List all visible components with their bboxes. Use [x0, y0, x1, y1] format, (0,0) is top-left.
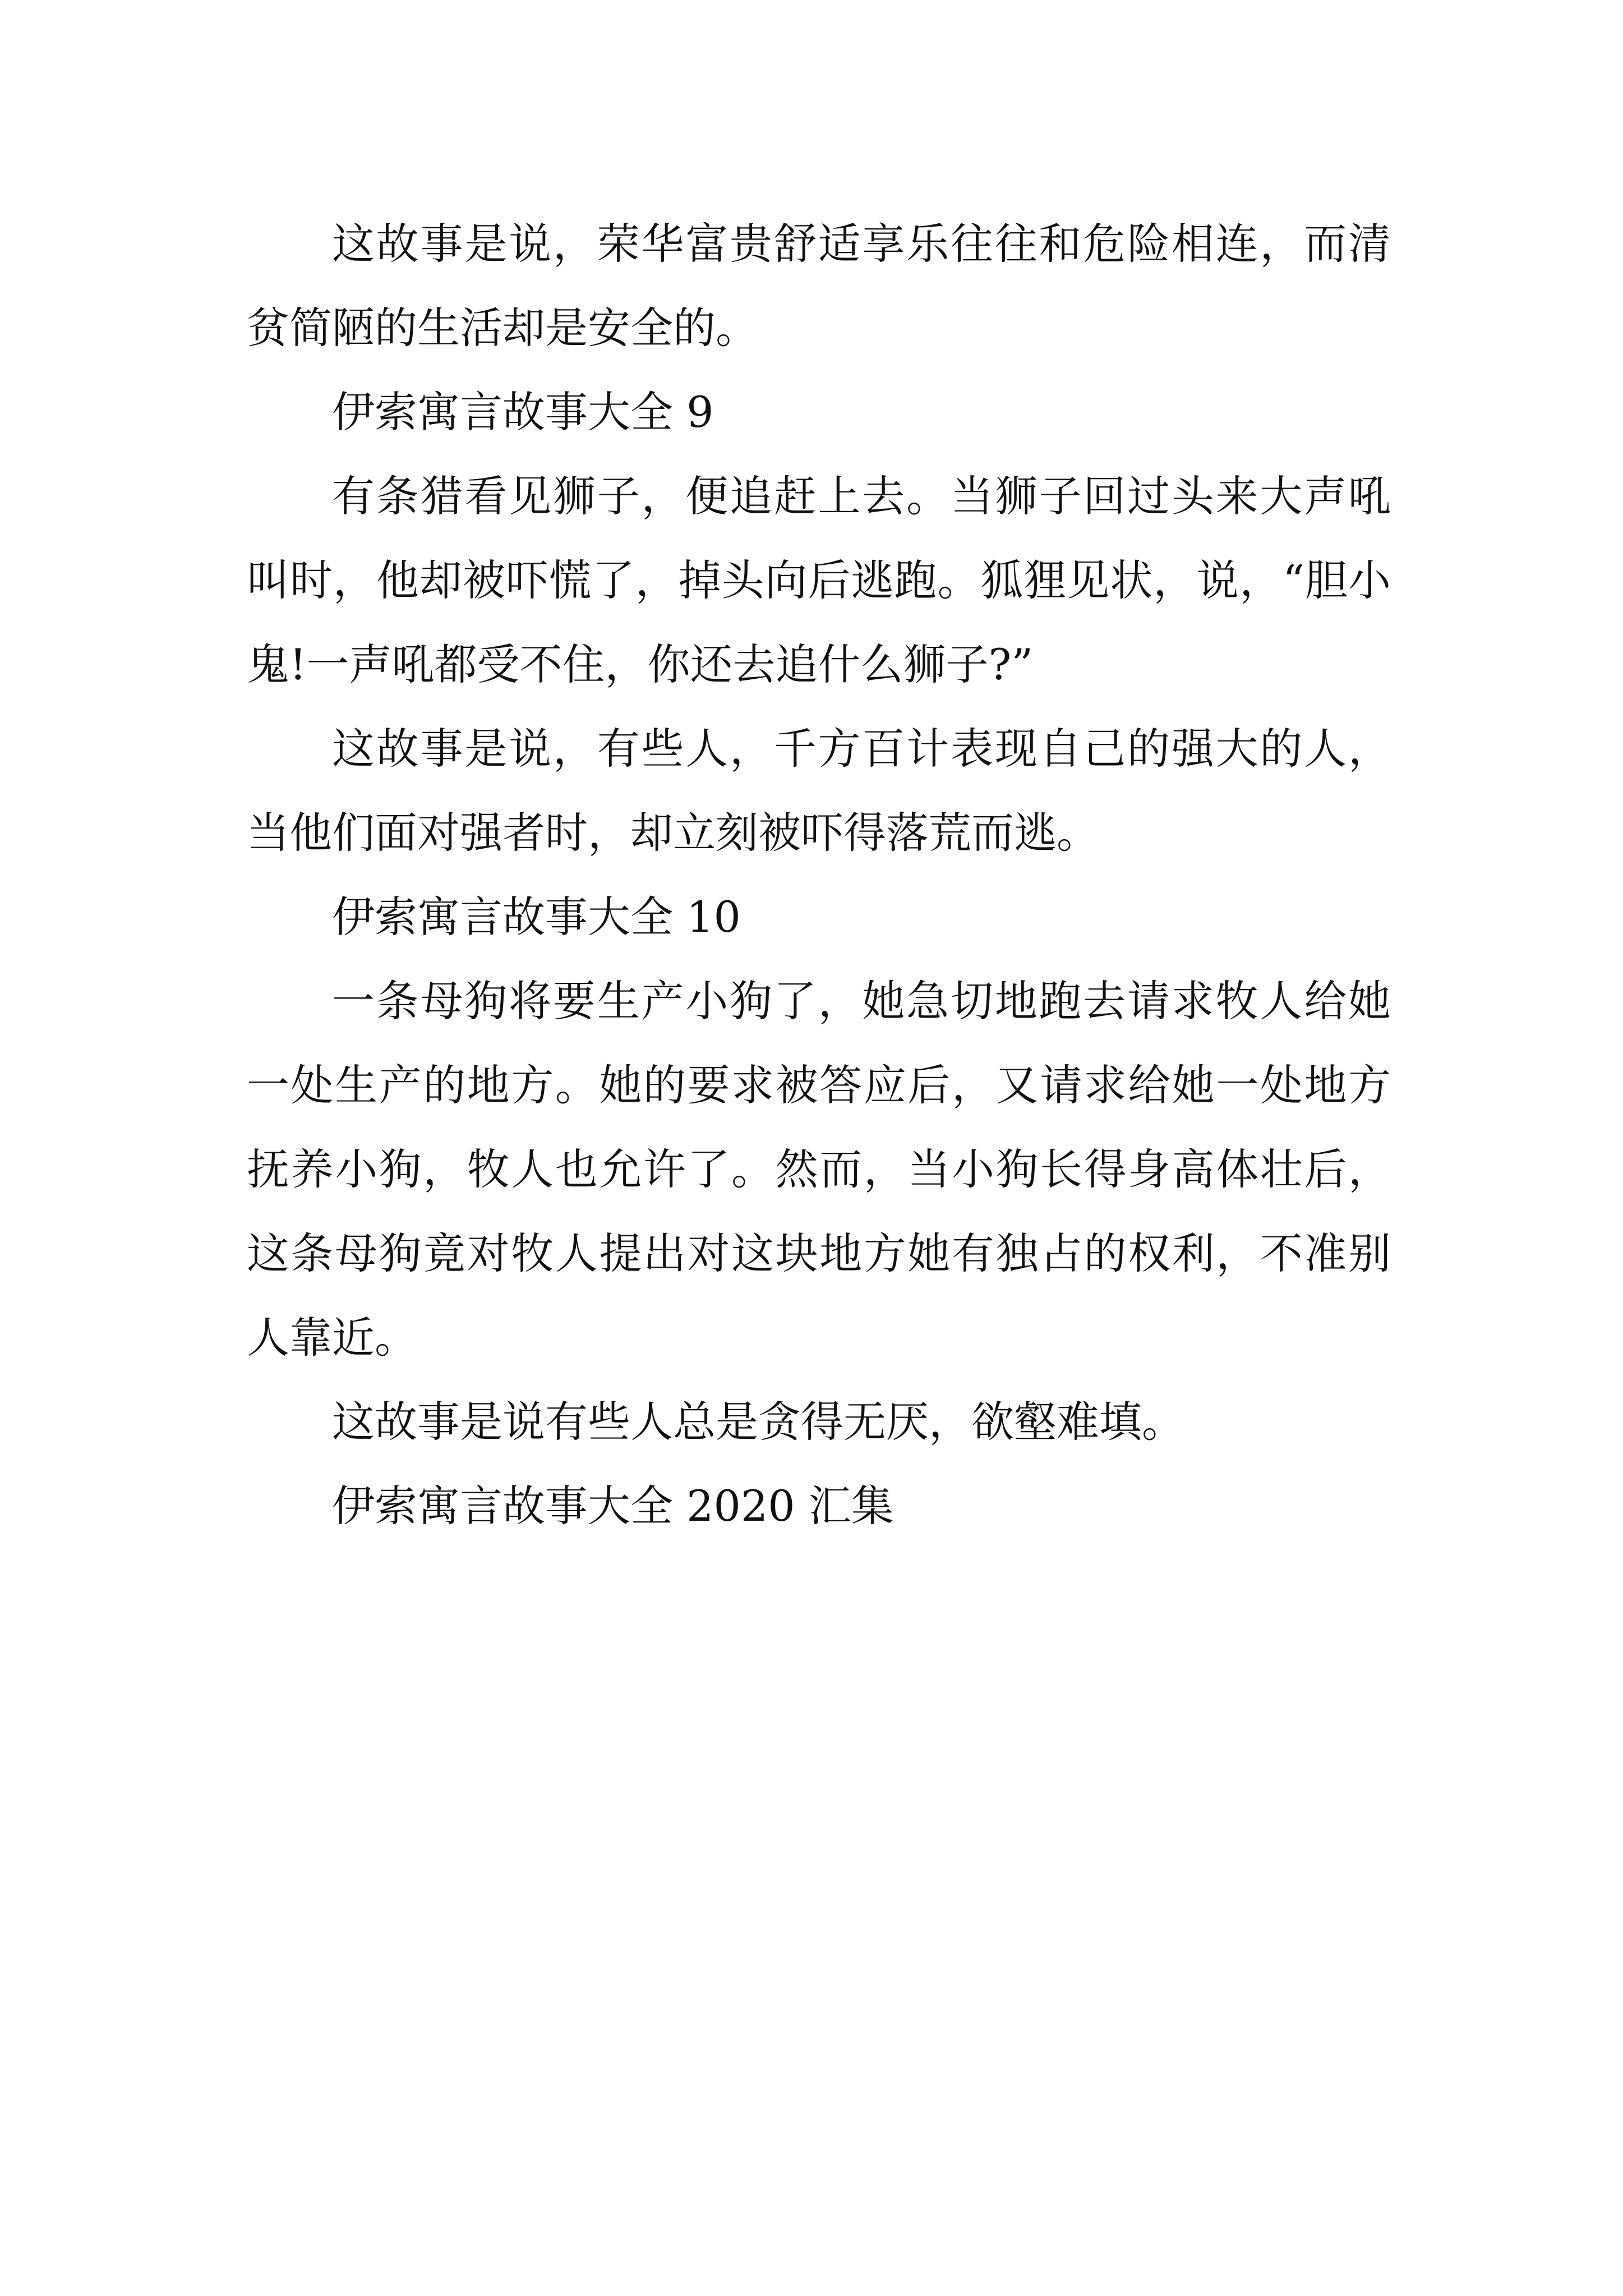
- section-heading-10: 伊索寓言故事大全 10: [332, 892, 741, 942]
- paragraph-hound-lion: 有条猎看见狮子，便追赶上去。当狮子回过头来大声吼叫时，他却被吓慌了，掉头向后逃跑。狐狸见状，说，“胆小鬼!一声吼都受不住，你还去追什么狮子?”: [247, 471, 1391, 689]
- section-heading-collection: 伊索寓言故事大全 2020 汇集: [332, 1481, 894, 1531]
- paragraph-moral-luxury: 这故事是说，荣华富贵舒适享乐往往和危险相连，而清贫简陋的生活却是安全的。: [247, 219, 1391, 353]
- paragraph-mother-dog: 一条母狗将要生产小狗了，她急切地跑去请求牧人给她一处生产的地方。她的要求被答应后，又请求给她一处地方抚养小狗，牧人也允许了。然而，当小狗长得身高体壮后，这条母狗竟对牧人提出对这块地方她有独占的权利，不准别人靠近。: [247, 976, 1391, 1363]
- paragraph-moral-coward: 这故事是说，有些人，千方百计表现自己的强大的人，当他们面对强者时，却立刻被吓得落荒而逃。: [247, 724, 1391, 858]
- section-heading-9: 伊索寓言故事大全 9: [332, 387, 714, 437]
- paragraph-moral-greed: 这故事是说有些人总是贪得无厌，欲壑难填。: [332, 1397, 1184, 1447]
- document-page: [247, 202, 1391, 1548]
